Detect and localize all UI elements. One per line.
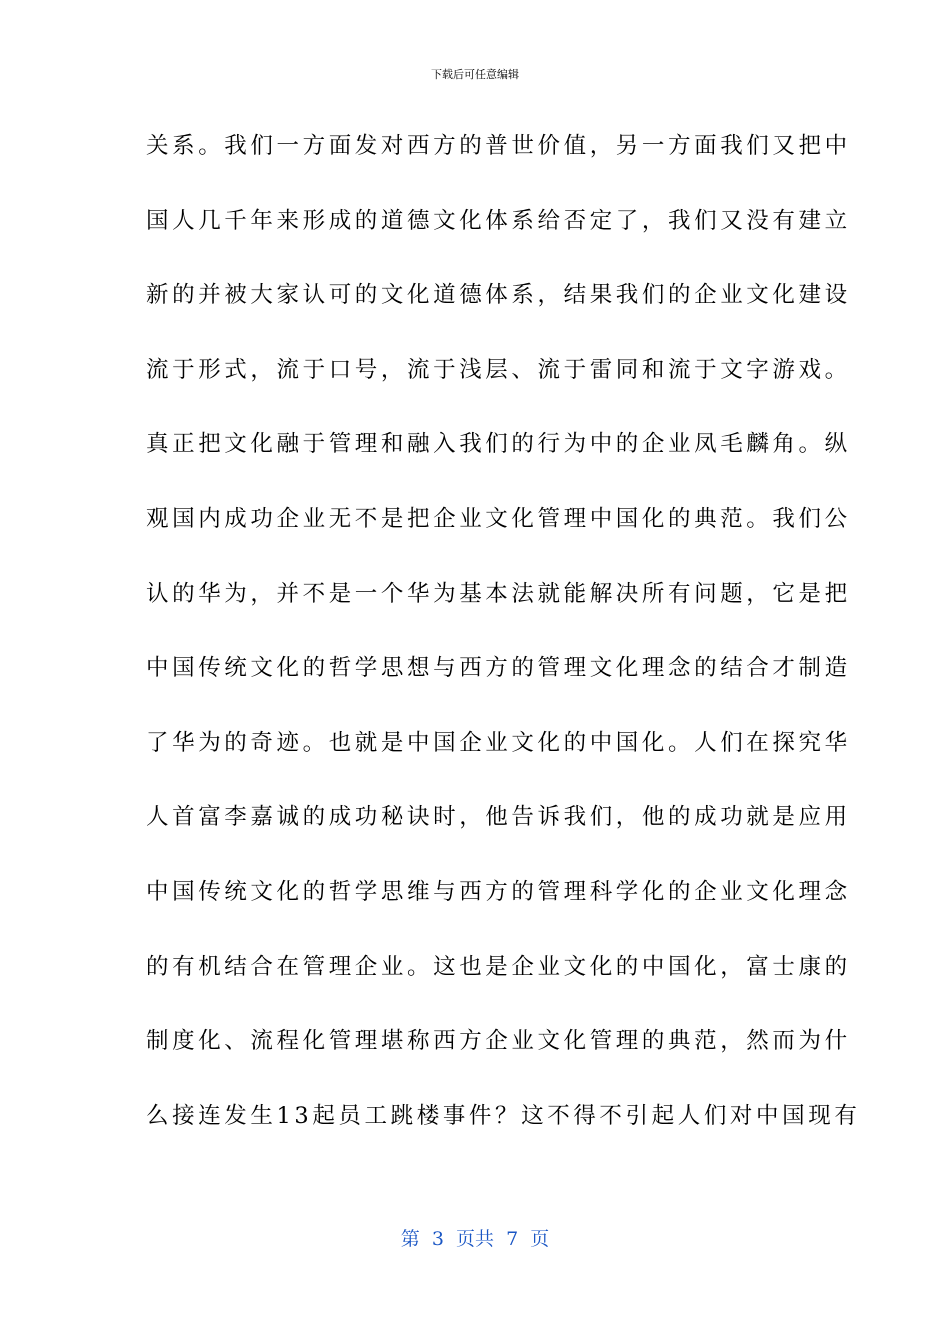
page-header-note: 下载后可任意编辑: [431, 68, 519, 81]
text-line: 新的并被大家认可的文化道德体系，结果我们的企业文化建设: [146, 282, 851, 309]
text-line: 么接连发生13起员工跳楼事件？这不得不引起人们对中国现有: [146, 1102, 861, 1129]
text-line: 国人几千年来形成的道德文化体系给否定了，我们又没有建立: [146, 207, 851, 234]
body-text: [146, 126, 861, 1170]
text-line: 制度化、流程化管理堪称西方企业文化管理的典范，然而为什: [146, 1028, 851, 1055]
text-line: 真正把文化融于管理和融入我们的行为中的企业凤毛麟角。纵: [146, 431, 851, 458]
text-line: 关系。我们一方面发对西方的普世价值，另一方面我们又把中: [146, 133, 851, 159]
text-line: 认的华为，并不是一个华为基本法就能解决所有问题，它是把: [146, 580, 851, 607]
text-line: 的有机结合在管理企业。这也是企业文化的中国化，富士康的: [146, 953, 851, 980]
page-number-footer: 第 3 页共 7 页: [400, 1228, 550, 1250]
text-line: 观国内成功企业无不是把企业文化管理中国化的典范。我们公: [146, 505, 851, 532]
text-line: 人首富李嘉诚的成功秘诀时，他告诉我们，他的成功就是应用: [146, 804, 851, 831]
text-line: 中国传统文化的哲学思维与西方的管理科学化的企业文化理念: [146, 878, 851, 905]
text-line: 了华为的奇迹。也就是中国企业文化的中国化。人们在探究华: [146, 729, 851, 756]
text-line: 中国传统文化的哲学思想与西方的管理文化理念的结合才制造: [146, 655, 851, 682]
text-line: 流于形式，流于口号，流于浅层、流于雷同和流于文字游戏。: [146, 356, 851, 383]
